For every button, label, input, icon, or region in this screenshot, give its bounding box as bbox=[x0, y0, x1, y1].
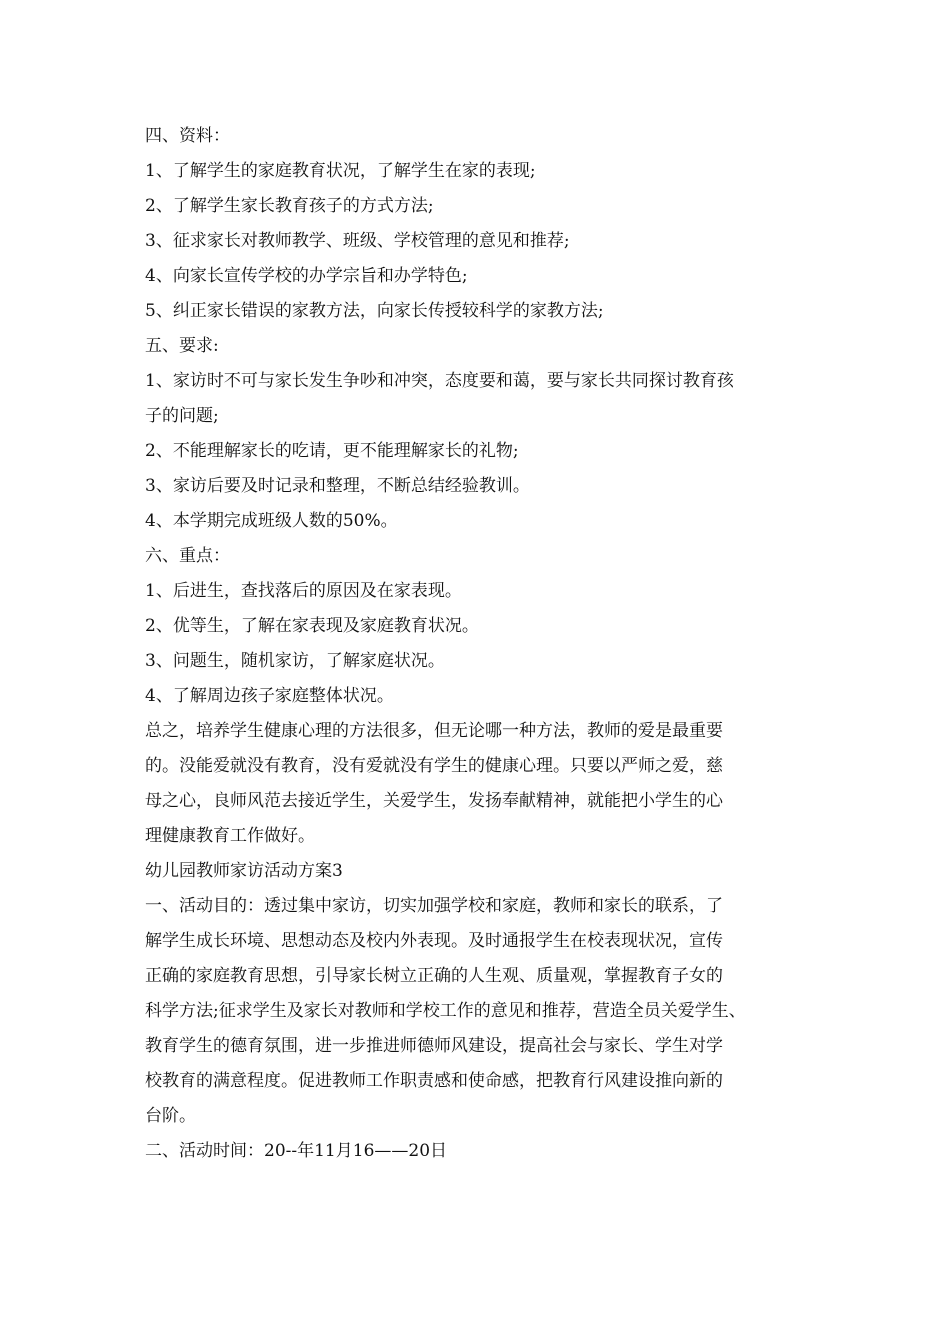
purpose-paragraph-line: 校教育的满意程度。促进教师工作职责感和使命感，把教育行风建设推向新的 bbox=[145, 1071, 723, 1091]
list-item: 5、纠正家长错误的家教方法，向家长传授较科学的家教方法; bbox=[145, 301, 604, 321]
list-item: 2、优等生，了解在家表现及家庭教育状况。 bbox=[145, 616, 479, 636]
list-item: 3、家访后要及时记录和整理，不断总结经验教训。 bbox=[145, 476, 530, 496]
section-heading-materials: 四、资料： bbox=[145, 126, 230, 146]
list-item: 4、向家长宣传学校的办学宗旨和办学特色; bbox=[145, 266, 468, 286]
purpose-paragraph-line: 科学方法;征求学生及家长对教师和学校工作的意见和推荐，营造全员关爱学生、 bbox=[145, 1001, 746, 1021]
summary-paragraph-line: 理健康教育工作做好。 bbox=[145, 826, 315, 846]
list-item-continuation: 子的问题; bbox=[145, 406, 219, 426]
section-heading-requirements: 五、要求: bbox=[145, 336, 219, 356]
list-item: 1、家访时不可与家长发生争吵和冲突，态度要和蔼，要与家长共同探讨教育孩 bbox=[145, 371, 734, 391]
document-body bbox=[145, 119, 810, 1169]
document-section-title: 幼儿园教师家访活动方案3 bbox=[145, 861, 343, 881]
activity-time-line: 二、活动时间：20--年11月16——20日 bbox=[145, 1141, 448, 1161]
purpose-paragraph-line: 正确的家庭教育思想，引导家长树立正确的人生观、质量观，掌握教育子女的 bbox=[145, 966, 723, 986]
list-item: 1、后进生，查找落后的原因及在家表现。 bbox=[145, 581, 462, 601]
purpose-paragraph-line: 解学生成长环境、思想动态及校内外表现。及时通报学生在校表现状况，宣传 bbox=[145, 931, 723, 951]
summary-paragraph-line: 母之心，良师风范去接近学生，关爱学生，发扬奉献精神，就能把小学生的心 bbox=[145, 791, 723, 811]
list-item: 1、了解学生的家庭教育状况，了解学生在家的表现; bbox=[145, 161, 536, 181]
purpose-paragraph-line: 台阶。 bbox=[145, 1106, 196, 1126]
list-item: 2、了解学生家长教育孩子的方式方法; bbox=[145, 196, 434, 216]
summary-paragraph-line: 总之，培养学生健康心理的方法很多，但无论哪一种方法，教师的爱是最重要 bbox=[145, 721, 723, 741]
purpose-paragraph-line: 一、活动目的：透过集中家访，切实加强学校和家庭，教师和家长的联系，了 bbox=[145, 896, 723, 916]
list-item: 3、征求家长对教师教学、班级、学校管理的意见和推荐; bbox=[145, 231, 570, 251]
list-item: 4、了解周边孩子家庭整体状况。 bbox=[145, 686, 394, 706]
section-heading-focus: 六、重点： bbox=[145, 546, 230, 566]
purpose-paragraph-line: 教育学生的德育氛围，进一步推进师德师风建设，提高社会与家长、学生对学 bbox=[145, 1036, 723, 1056]
summary-paragraph-line: 的。没能爱就没有教育，没有爱就没有学生的健康心理。只要以严师之爱，慈 bbox=[145, 756, 723, 776]
list-item: 3、问题生，随机家访，了解家庭状况。 bbox=[145, 651, 445, 671]
list-item: 4、本学期完成班级人数的50%。 bbox=[145, 511, 398, 531]
list-item: 2、不能理解家长的吃请，更不能理解家长的礼物; bbox=[145, 441, 519, 461]
